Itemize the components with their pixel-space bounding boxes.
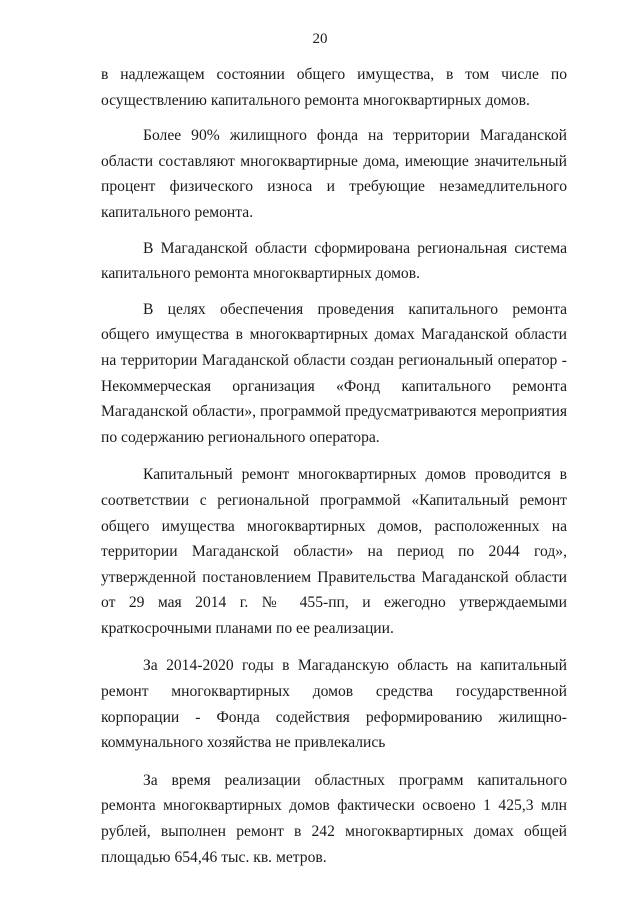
paragraph-regional-system: В Магаданской области сформирована региональная система капитального ремонта многоквартирных домов. [101,239,567,283]
paragraph-regional-operator: В целях обеспечения проведения капитального ремонта общего имущества в многоквартирных домах Магаданской области на территории Магаданской области создан региональный оператор - Некоммерческая организация «Фонд капитального ремонта Магаданской области», программой предусматриваются мероприятия по содержанию регионального оператора. [101,300,567,446]
paragraph-regional-program: Капитальный ремонт многоквартирных домов проводится в соответствии с региональной программой «Капитальный ремонт общего имущества многоквартирных домов, расположенных на территории Магаданской области» на период по 2044 год», утвержденной постановлением Правительства Магаданской области от 29 мая 2014 г. № 455-пп, и ежегодно утверждаемыми краткосрочными планами по ее реализации. [101,466,567,637]
paragraph-fund-support: За 2014-2020 годы в Магаданскую область на капитальный ремонт многоквартирных домов средства государственной корпорации - Фонда содействия реформированию жилищно-коммунального хозяйства не привлекались [101,657,567,752]
page-number: 20 [312,31,328,47]
document-body [101,62,567,870]
paragraph-results: За время реализации областных программ капитального ремонта многоквартирных домов фактически освоено 1 425,3 млн рублей, выполнен ремонт в 242 многоквартирных домах общей площадью 654,46 тыс. кв. метров. [101,771,567,866]
paragraph-housing-stock: Более 90% жилищного фонда на территории Магаданской области составляют многоквартирные дома, имеющие значительный процент физического износа и требующие незамедлительного капитального ремонта. [101,127,567,221]
paragraph-continuation: в надлежащем состоянии общего имущества, в том числе по осуществлению капитального ремонта многоквартирных домов. [101,66,567,109]
